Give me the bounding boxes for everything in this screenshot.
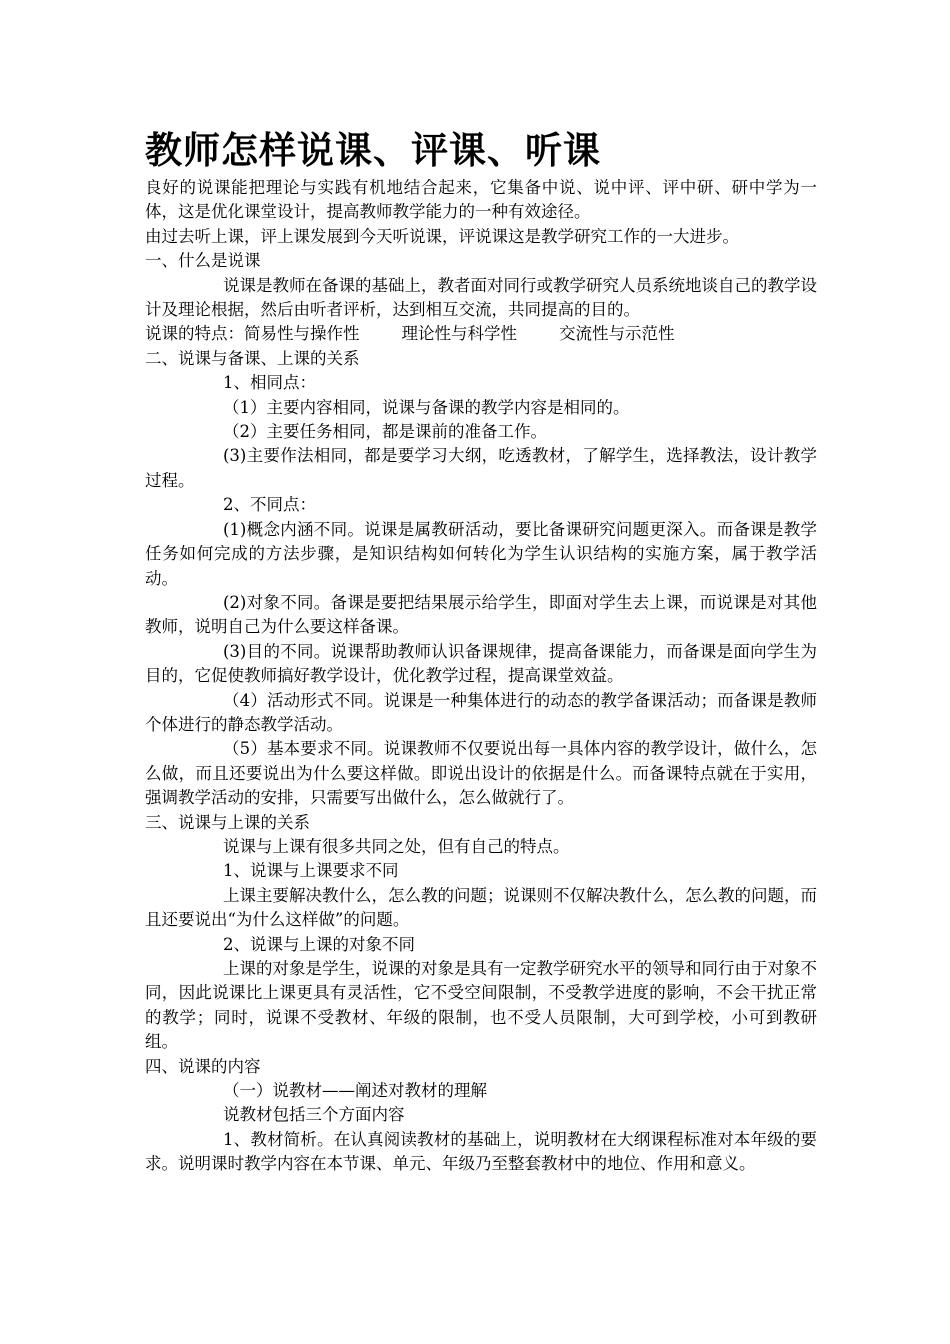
intro-paragraph-2: 由过去听上课，评上课发展到今天听说课，评说课这是教学研究工作的一大进步。: [145, 226, 739, 246]
section3-intro: 说课与上课有很多共同之处，但有自己的特点。: [223, 836, 570, 856]
same-item-3: (3)主要作法相同，都是要学习大纲，吃透教材，了解学生，选择教法，设计教学过程。: [145, 446, 817, 490]
feature-item-1: 简易性与操作性: [244, 324, 360, 344]
diff-item-4: （4）活动形式不同。说课是一种集体进行的动态的教学备课活动；而备课是教师个体进行的静态教学活动。: [145, 690, 817, 734]
same-item-2: （2）主要任务相同，都是课前的准备工作。: [223, 422, 547, 442]
diff-item-2: (2)对象不同。备课是要把结果展示给学生，即面对学生去上课，而说课是对其他教师，说明自己为什么要这样备课。: [145, 592, 817, 637]
diff-item-3: (3)目的不同。说课帮助教师认识备课规律，提高备课能力，而备课是面向学生为目的，它促使教师搞好教学设计，优化教学过程，提高课堂效益。: [145, 641, 817, 686]
section-heading-1: 一、什么是说课: [145, 251, 261, 271]
diff-item-5: （5）基本要求不同。说课教师不仅要说出每一具体内容的教学设计，做什么，怎么做，而且还要说出为什么要这样做。即说出设计的依据是什么。而备课特点就在于实用，强调教学活动的安排，只需要写出做什么，怎么做就行了。: [145, 739, 817, 808]
feature-item-3: 交流性与示范性: [559, 324, 675, 344]
diff-item-1: (1)概念内涵不同。说课是属教研活动，要比备课研究问题更深入。而备课是教学任务如何完成的方法步骤，是知识结构如何转化为学生认识结构的实施方案，属于教学活动。: [145, 519, 817, 588]
same-item-1: （1）主要内容相同，说课与备课的教学内容是相同的。: [223, 397, 630, 417]
section-heading-3: 三、说课与上课的关系: [145, 812, 310, 832]
section-heading-4: 四、说课的内容: [145, 1056, 261, 1076]
feature-item-2: 理论性与科学性: [401, 324, 517, 344]
section3-sub2-heading: 2、说课与上课的对象不同: [223, 934, 415, 954]
section4-item-1: 1、教材简析。在认真阅读教材的基础上，说明教材在大纲课程标准对本年级的要求。说明课时教学内容在本节课、单元、年级乃至整套教材中的地位、作用和意义。: [145, 1129, 817, 1174]
section4-sub-intro: 说教材包括三个方面内容: [223, 1105, 405, 1125]
diff-heading: 2、不同点：: [223, 495, 316, 515]
document-title: 教师怎样说课、评课、听课: [145, 129, 601, 172]
section3-sub2-text: 上课的对象是学生，说课的对象是具有一定教学研究水平的领导和同行由于对象不同，因此说课比上课更具有灵活性，它不受空间限制，不受教学进度的影响，不会干扰正常的教学；同时，说课不受教材、年级的限制，也不受人员限制，大可到学校，小可到教研组。: [145, 959, 817, 1052]
features-label: 说课的特点：: [145, 324, 244, 344]
document-page: [145, 128, 817, 1177]
section3-sub1-text: 上课主要解决教什么，怎么教的问题；说课则不仅解决教什么，怎么教的问题，而且还要说出“为什么这样做”的问题。: [145, 885, 817, 930]
section4-sub-heading: （一）说教材——阐述对教材的理解: [223, 1081, 487, 1101]
definition-paragraph: 说课是教师在备课的基础上，教者面对同行或教学研究人员系统地谈自己的教学设计及理论根据，然后由听者评析，达到相互交流，共同提高的目的。: [145, 275, 817, 320]
section3-sub1-heading: 1、说课与上课要求不同: [223, 861, 399, 881]
section-heading-2: 二、说课与备课、上课的关系: [145, 348, 360, 368]
intro-paragraph-1: 良好的说课能把理论与实践有机地结合起来，它集备中说、说中评、评中研、研中学为一体，这是优化课堂设计，提高教师教学能力的一种有效途径。: [145, 178, 817, 222]
same-heading: 1、相同点：: [223, 373, 316, 393]
document-body: [145, 176, 817, 1177]
features-line: [145, 322, 817, 346]
